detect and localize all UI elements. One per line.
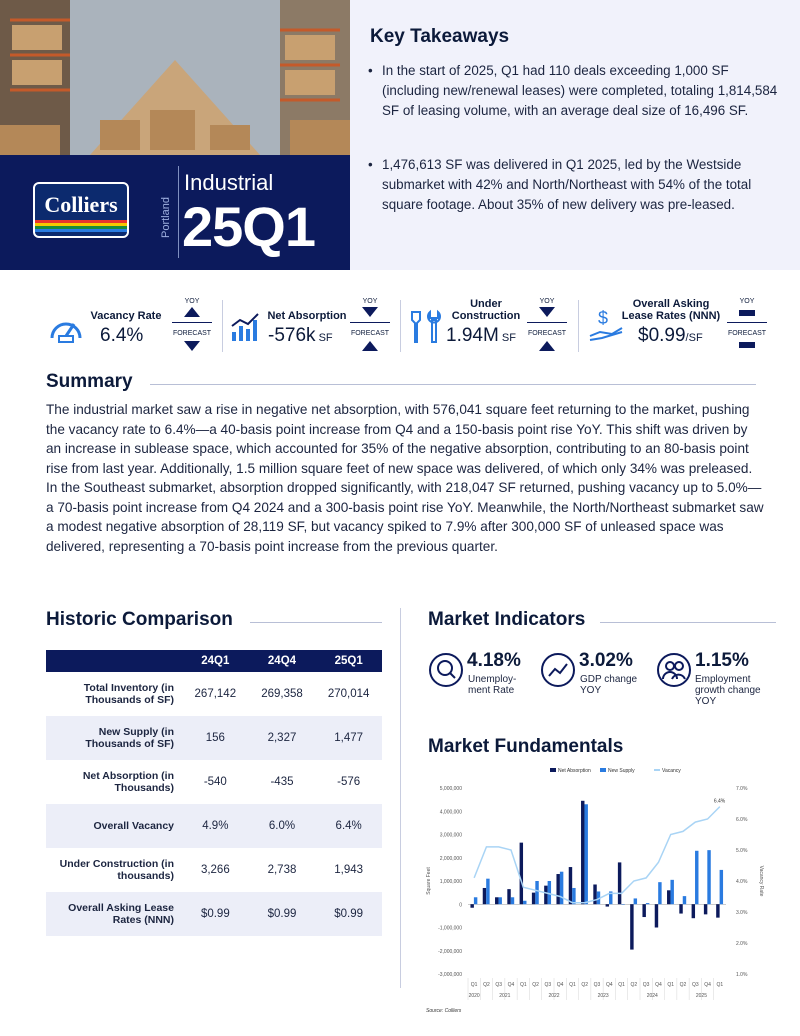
bar	[523, 901, 526, 904]
indicator-value: 4.18%	[467, 650, 521, 671]
table-cell: 1,943	[334, 864, 364, 876]
city-label: Portland	[160, 197, 172, 238]
bar	[634, 898, 637, 904]
indicator-label: Unemploy-ment Rate	[468, 674, 517, 696]
year-label: 2022	[548, 993, 560, 999]
bar	[560, 872, 563, 905]
bar	[658, 882, 661, 904]
bar	[707, 850, 710, 904]
y2-tick-label: 6.0%	[736, 817, 748, 823]
table-row	[46, 848, 382, 892]
kpi-value: $0.99/SF	[638, 325, 703, 346]
y2-tick-label: 7.0%	[736, 786, 748, 792]
bar-chart-icon	[230, 312, 262, 342]
y2-tick-label: 1.0%	[736, 972, 748, 978]
yoy-label: YOY	[362, 298, 378, 305]
bar	[569, 867, 572, 904]
bar	[618, 862, 621, 904]
y2-tick-label: 2.0%	[736, 941, 748, 947]
bar	[704, 904, 707, 914]
y-tick-label: -1,000,000	[438, 925, 462, 932]
gauge-icon	[48, 310, 84, 344]
table-cell: 3,266	[200, 864, 230, 876]
historic-table	[46, 650, 382, 936]
vacancy-line	[474, 807, 720, 903]
kpi-value: 1.94M SF	[446, 325, 516, 346]
bar	[572, 888, 575, 904]
forecast-arrow-up-icon	[362, 341, 378, 351]
table-cell: $0.99	[182, 892, 249, 936]
x-tick-label: Q3	[691, 982, 699, 988]
table-cell: 2,738	[267, 864, 297, 876]
bar	[630, 904, 633, 949]
y-tick-label: -3,000,000	[438, 972, 462, 978]
bar	[606, 904, 609, 906]
year-label: 2025	[695, 993, 707, 999]
bar	[646, 903, 649, 904]
bar	[544, 886, 547, 905]
table-cell: 156	[182, 716, 249, 760]
table-cell: 267,142	[194, 688, 237, 700]
y-axis-label: Square Feet	[426, 867, 432, 895]
forecast-arrow-down-icon	[184, 341, 200, 351]
people-icon	[656, 652, 692, 688]
x-tick-label: Q1	[519, 982, 527, 988]
forecast-label: FORECAST	[727, 330, 767, 337]
kpi-rule	[172, 322, 212, 323]
table-row	[46, 672, 382, 716]
y2-axis-label: Vacancy Rate	[758, 865, 764, 897]
x-tick-label: Q2	[483, 982, 490, 988]
bar	[532, 893, 535, 905]
table-cell: 269,358	[261, 688, 303, 700]
x-tick-label: Q3	[642, 982, 650, 988]
bar	[584, 804, 587, 904]
sector-label: Industrial	[184, 170, 274, 195]
market-indicators-title: Market Indicators	[428, 609, 586, 630]
kpi-label: Vacancy Rate	[90, 310, 162, 322]
x-tick-label: Q4	[605, 982, 613, 988]
bar	[474, 897, 477, 904]
y-tick-label: -2,000,000	[438, 948, 462, 955]
summary-text: The industrial market saw a rise in negative net absorption, with 576,041 square feet returning to the market, pushing the vacancy rate to 6.4%—a 40-basis point increase from Q4 and a 150-basis point rise YoY. This shift was driven by an increase in sublease space, which accounted for 35% of the negative absorption, contributing to an 80-basis point rise from last year. Additionally, 1.5 million square feet of new space was delivered, of which only 34% was preleased. In the Southeast submarket, absorption dropped significantly, with 218,047 SF returned, pushing vacancy up to 5.0%—a 70-basis point increase from Q4 2024 and a 300-basis point rise YoY. Meanwhile, the North/Northeast submarket saw a modest negative absorption of 28,119 SF, but vacancy spiked to 7.9% after 300,000 SF of unleased space was delivered, representing a 70-basis point increase from the previous quarter.	[46, 402, 764, 554]
yoy-arrow-down-icon	[362, 307, 378, 317]
header-photo	[0, 0, 350, 155]
gdp-icon	[540, 652, 576, 688]
y2-tick-label: 3.0%	[736, 910, 748, 916]
kpi-label: Net Absorption	[267, 310, 347, 322]
table-row	[46, 760, 382, 804]
bar	[535, 881, 538, 904]
yoy-arrow-up-icon	[184, 307, 200, 317]
bar	[667, 890, 670, 904]
table-header-cell	[46, 650, 182, 672]
table-cell: -540	[203, 776, 227, 788]
tools-icon	[410, 308, 442, 344]
year-label: 2024	[646, 993, 658, 999]
vacancy-annotation: 6.4%	[713, 798, 726, 805]
x-tick-label: Q3	[495, 982, 503, 988]
table-header-cell: 24Q4	[249, 650, 316, 672]
forecast-flat-icon	[739, 342, 755, 348]
table-cell: $0.99	[249, 892, 316, 936]
kpi-label: Under Construction	[451, 298, 521, 322]
bar	[520, 843, 523, 905]
row-label: Total Inventory (in Thousands of SF)	[83, 682, 174, 706]
bar	[692, 904, 695, 918]
y-tick-label: 2,000,000	[439, 855, 462, 862]
column-divider	[400, 608, 401, 988]
search-person-icon	[428, 652, 464, 688]
y2-tick-label: 4.0%	[736, 879, 748, 885]
x-tick-label: Q3	[593, 982, 601, 988]
kpi-divider	[222, 300, 223, 352]
y-tick-label: 1,000,000	[439, 879, 462, 885]
legend-label: Vacancy	[662, 768, 681, 774]
year-label: 2020	[468, 993, 480, 999]
legend-label: Net Absorption	[558, 768, 591, 774]
x-tick-label: Q4	[507, 982, 515, 988]
summary-rule	[150, 384, 756, 385]
year-label: 2023	[597, 993, 609, 999]
row-label: Net Absorption (in Thousands)	[82, 770, 174, 794]
kpi-rule	[727, 322, 767, 323]
indicator-value: 1.15%	[695, 650, 749, 671]
row-label: Overall Asking Lease Rates (NNN)	[46, 892, 182, 936]
x-tick-label: Q2	[581, 982, 589, 988]
kpi-rule	[527, 322, 567, 323]
bar	[670, 880, 673, 904]
table-cell: 270,014	[327, 688, 370, 700]
forecast-label: FORECAST	[527, 330, 567, 337]
x-tick-label: Q4	[556, 982, 564, 988]
bar	[507, 889, 510, 904]
table-cell: 6.0%	[249, 804, 316, 848]
takeaway-bullet: • 1,476,613 SF was delivered in Q1 2025, led by the Westside submarket with 42% and North/Northeast with 54% of the total square footage. About 35% of new delivery was pre-leased.	[368, 155, 788, 215]
forecast-arrow-up-icon	[539, 341, 555, 351]
table-cell: 1,477	[315, 716, 382, 760]
legend-swatch	[600, 768, 606, 772]
market-indicators-rule	[600, 622, 776, 623]
bar	[470, 904, 473, 907]
x-tick-label: Q2	[532, 982, 539, 988]
bar	[683, 896, 686, 904]
y2-tick-label: 5.0%	[736, 848, 748, 854]
table-header-row	[46, 650, 382, 672]
x-tick-label: Q1	[470, 982, 478, 988]
x-tick-label: Q3	[544, 982, 552, 988]
bar	[695, 851, 698, 904]
historic-title: Historic Comparison	[46, 609, 233, 630]
warehouse-image	[0, 0, 350, 155]
header-divider	[178, 166, 179, 258]
table-cell: 2,327	[249, 716, 316, 760]
x-tick-label: Q1	[569, 982, 576, 988]
x-tick-label: Q2	[679, 982, 687, 988]
legend-label: New Supply	[608, 768, 635, 774]
x-tick-label: Q2	[630, 982, 638, 988]
yoy-label: YOY	[539, 298, 555, 305]
y-tick-label: 0	[459, 902, 462, 909]
bar	[498, 897, 501, 904]
kpi-label: Overall Asking Lease Rates (NNN)	[621, 298, 721, 322]
source-note: Source: Colliers	[426, 1008, 462, 1014]
bar	[511, 897, 514, 904]
yoy-arrow-down-icon	[539, 307, 555, 317]
bar	[593, 884, 596, 904]
indicator-label: GDP change YOY	[580, 674, 638, 696]
table-header-cell: 24Q1	[182, 650, 249, 672]
forecast-label: FORECAST	[172, 330, 212, 337]
x-tick-label: Q1	[716, 982, 724, 988]
x-tick-label: Q1	[667, 982, 675, 988]
bar	[621, 904, 624, 905]
bar	[548, 881, 551, 904]
bar	[483, 888, 486, 904]
year-label: 2021	[499, 993, 511, 999]
bar	[679, 904, 682, 913]
y-tick-label: 5,000,000	[439, 786, 462, 792]
indicator-label: Employment growth change YOY	[695, 674, 761, 707]
bar	[556, 874, 559, 904]
legend-swatch	[550, 768, 556, 772]
bar	[655, 904, 658, 927]
row-label: Under Construction (in thousands)	[59, 858, 174, 882]
table-cell: -576	[337, 776, 361, 788]
logo-text: Colliers	[44, 192, 118, 217]
table-cell: $0.99	[315, 892, 382, 936]
yoy-label: YOY	[184, 298, 200, 305]
yoy-flat-icon	[739, 310, 755, 316]
chart-title: Market Fundamentals	[428, 736, 624, 757]
summary-title: Summary	[46, 371, 133, 392]
bar	[581, 801, 584, 904]
forecast-label: FORECAST	[350, 330, 390, 337]
kpi-divider	[578, 300, 579, 352]
kpi-divider	[400, 300, 401, 352]
market-fundamentals-chart	[420, 762, 780, 1032]
svg-text:$: $	[598, 308, 609, 328]
kpi-value: -576k SF	[268, 325, 333, 346]
bar	[720, 870, 723, 904]
indicator-value: 3.02%	[579, 650, 633, 671]
key-takeaways-title: Key Takeaways	[370, 26, 510, 47]
colliers-logo	[33, 182, 129, 238]
period-label: 25Q1	[182, 195, 315, 258]
bar	[495, 897, 498, 904]
historic-rule	[250, 622, 382, 623]
table-row	[46, 716, 382, 760]
table-header-cell: 25Q1	[315, 650, 382, 672]
x-tick-label: Q1	[618, 982, 625, 988]
takeaway-bullet: • In the start of 2025, Q1 had 110 deals exceeding 1,000 SF (including new/renewal leases) were completed, totaling 1,814,584 SF of leasing volume, with an average deal size of 16,496 SF.	[368, 61, 788, 121]
x-tick-label: Q4	[655, 982, 662, 988]
y-tick-label: 4,000,000	[439, 809, 462, 816]
bar	[486, 879, 489, 905]
yoy-label: YOY	[739, 298, 755, 305]
table-row	[46, 892, 382, 936]
row-label: New Supply (in Thousands of SF)	[46, 716, 182, 760]
y-tick-label: 3,000,000	[439, 832, 462, 839]
table-cell: -435	[270, 776, 294, 788]
bar	[642, 904, 645, 917]
table-cell: 6.4%	[315, 804, 382, 848]
bar	[716, 904, 719, 917]
x-tick-label: Q4	[704, 982, 711, 988]
kpi-rule	[350, 322, 390, 323]
kpi-value: 6.4%	[100, 325, 144, 346]
logo-stripes	[35, 220, 127, 232]
table-row	[46, 804, 382, 848]
table-cell: 4.9%	[182, 804, 249, 848]
row-label: Overall Vacancy	[46, 804, 182, 848]
